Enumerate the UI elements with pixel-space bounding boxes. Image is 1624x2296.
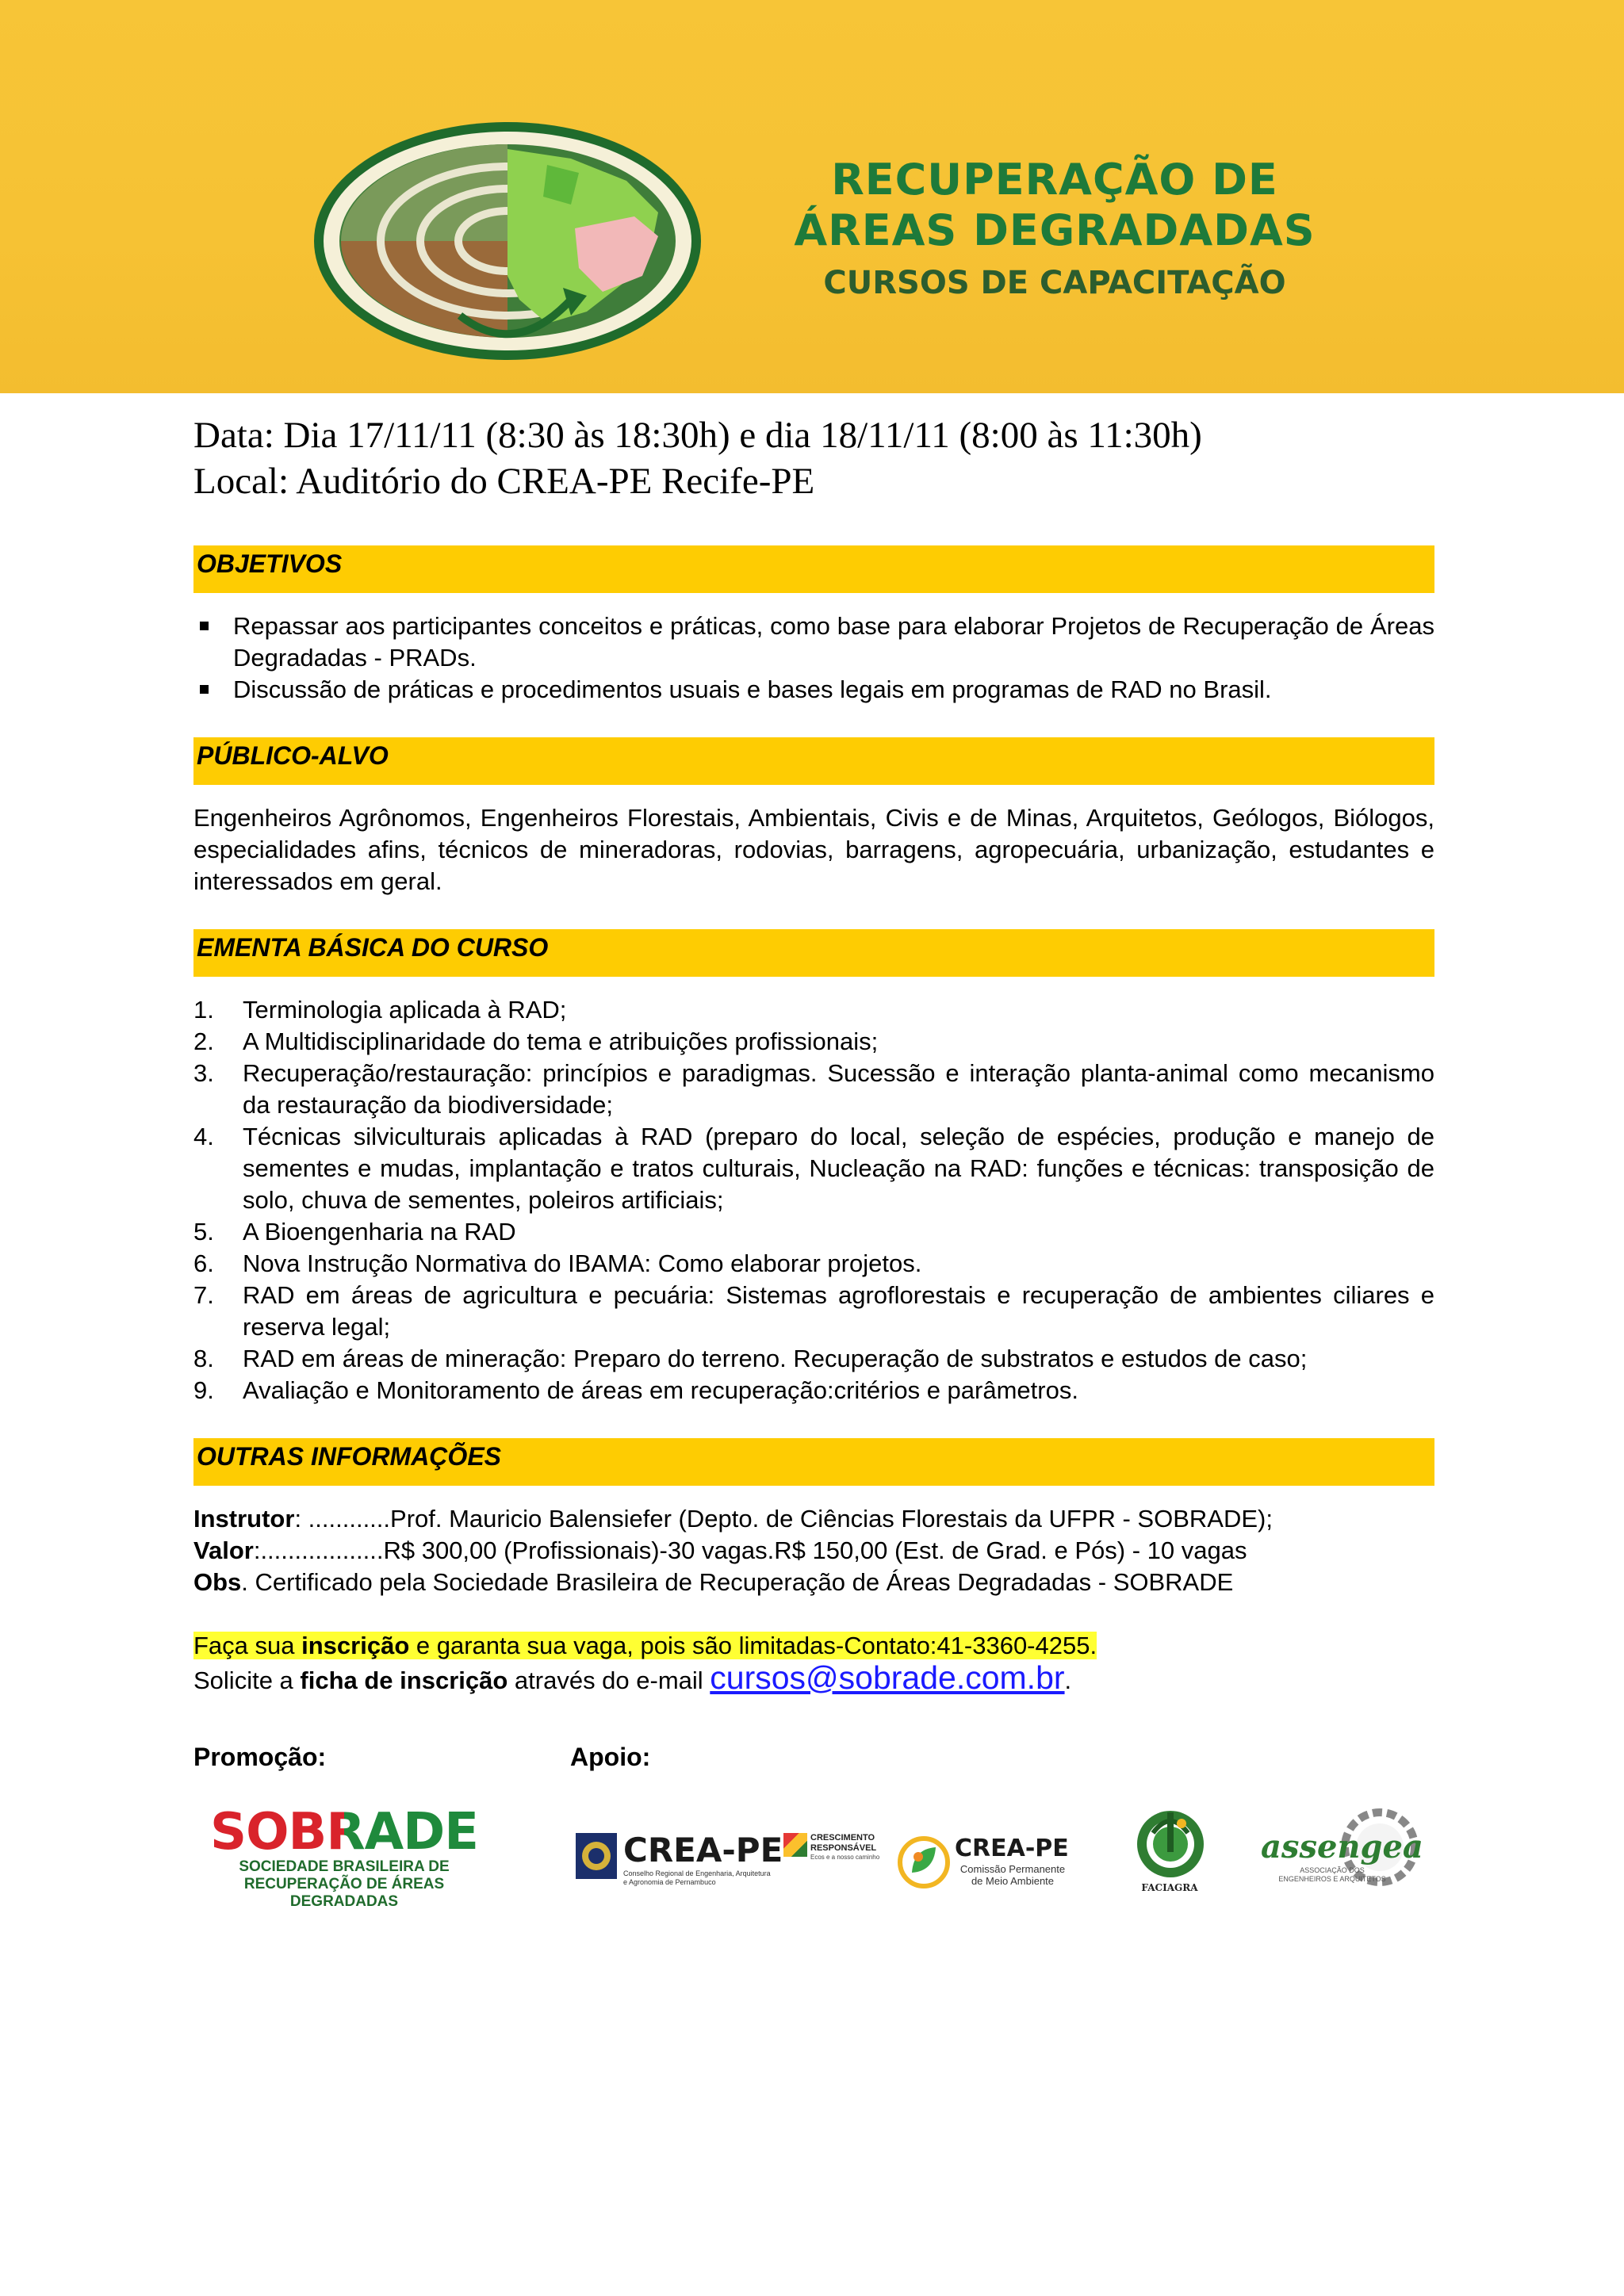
crea-meio-ambiente-logo: CREA-PE Comissão Permanente de Meio Ambiente <box>898 1835 1072 1890</box>
section-publico-title: PÚBLICO-ALVO <box>193 737 1434 785</box>
promocao-label: Promoção: <box>193 1743 327 1771</box>
instrutor-line: Instrutor: ............Prof. Mauricio Balensiefer (Depto. de Ciências Florestais da UFPR - SOBRADE); <box>193 1505 1273 1533</box>
meio-ambiente-leaf-icon <box>898 1836 950 1888</box>
ementa-list <box>193 994 1434 1406</box>
crea-seal-icon <box>576 1833 617 1879</box>
assengea-logo: assengea ASSOCIAÇÃO DOS ENGENHEIROS E ARQUITETOS <box>1261 1808 1419 1893</box>
list-item: 8. RAD em áreas de mineração: Preparo do terreno. Recuperação de substratos e estudos de caso; <box>193 1345 1308 1372</box>
list-item: 7. RAD em áreas de agricultura e pecuária: Sistemas agroflorestais e recuperação de ambientes ciliares e reserva legal; <box>193 1281 1434 1341</box>
list-item: 3. Recuperação/restauração: princípios e paradigmas. Sucessão e interação planta-animal como mecanismo da restauração da biodiversidade; <box>193 1059 1434 1119</box>
event-location: Local: Auditório do CREA-PE Recife-PE <box>193 461 815 502</box>
email-link[interactable]: cursos@sobrade.com.br <box>710 1659 1065 1696</box>
list-item: Discussão de práticas e procedimentos usuais e bases legais em programas de RAD no Brasil. <box>193 674 1434 706</box>
outras-info <box>193 1503 1434 1598</box>
main-content <box>193 412 1434 1697</box>
banner-title-line1: RECUPERAÇÃO DE <box>831 155 1278 205</box>
bullet-square-icon <box>200 685 209 694</box>
obs-line: Obs. Certificado pela Sociedade Brasileira de Recuperação de Áreas Degradadas - SOBRADE <box>193 1568 1234 1596</box>
solicite-line: Solicite a ficha de inscrição através do e-mail cursos@sobrade.com.br. <box>193 1659 1072 1696</box>
emblem-logo-icon <box>309 117 706 365</box>
sobrade-logo: SOBRADE SOCIEDADE BRASILEIRA DE RECUPERAÇÃO DE ÁREAS DEGRADADAS <box>201 1806 487 1895</box>
crea-pe-logo: CREA-PE Conselho Regional de Engenharia, Arquitetura e Agronomia de Pernambuco CRESCIMENTO RESPONSÁVEL Ecos e a nosso caminho <box>576 1831 845 1892</box>
list-item: Repassar aos participantes conceitos e práticas, como base para elaborar Projetos de Recuperação de Áreas Degradadas - PRADs. <box>193 610 1434 674</box>
bullet-square-icon <box>200 622 209 630</box>
event-date: Data: Dia 17/11/11 (8:30 às 18:30h) e dia 18/11/11 (8:00 às 11:30h) <box>193 415 1202 456</box>
inscricao-block <box>193 1630 1434 1697</box>
banner-subtitle: CURSOS DE CAPACITAÇÃO <box>823 265 1286 301</box>
apoio-label: Apoio: <box>570 1743 651 1771</box>
list-item: 2. A Multidisciplinaridade do tema e atribuições profissionais; <box>193 1027 879 1055</box>
inscricao-line: Faça sua inscrição e garanta sua vaga, pois são limitadas-Contato:41-3360-4255. <box>193 1632 1097 1659</box>
list-item: 4. Técnicas silviculturais aplicadas à RAD (preparo do local, seleção de espécies, produção e manejo de sementes e mudas, implantação e tratos culturais, Nucleação na RAD: funções e técnicas: transposição de solo, chuva de sementes, poleiros artificiais; <box>193 1123 1434 1214</box>
list-item: 9. Avaliação e Monitoramento de áreas em recuperação:critérios e parâmetros. <box>193 1376 1078 1404</box>
faciagra-logo: FACIAGRA <box>1126 1804 1213 1896</box>
publico-text: Engenheiros Agrônomos, Engenheiros Florestais, Ambientais, Civis e de Minas, Arquitetos, Geólogos, Biólogos, especialidades afins, técnicos de mineradoras, rodovias, barragens, agropecuária, urbanização, estudantes e interessados em geral. <box>193 804 1434 895</box>
valor-line: Valor:..................R$ 300,00 (Profissionais)-30 vagas.R$ 150,00 (Est. de Grad. e Pós) - 10 vagas <box>193 1536 1247 1564</box>
section-ementa-title: EMENTA BÁSICA DO CURSO <box>193 929 1434 977</box>
list-item: 6. Nova Instrução Normativa do IBAMA: Como elaborar projetos. <box>193 1249 922 1277</box>
section-outras-title: OUTRAS INFORMAÇÕES <box>193 1438 1434 1486</box>
objetivos-list <box>193 610 1434 706</box>
crescimento-icon <box>783 1833 807 1857</box>
section-objetivos-title: OBJETIVOS <box>193 545 1434 593</box>
list-item: 5. A Bioengenharia na RAD <box>193 1218 516 1246</box>
list-item: 1. Terminologia aplicada à RAD; <box>193 996 567 1024</box>
faciagra-gear-icon <box>1129 1804 1212 1881</box>
banner-title <box>745 155 1364 307</box>
header-banner <box>0 0 1624 393</box>
banner-title-line2: ÁREAS DEGRADADAS <box>794 205 1316 255</box>
